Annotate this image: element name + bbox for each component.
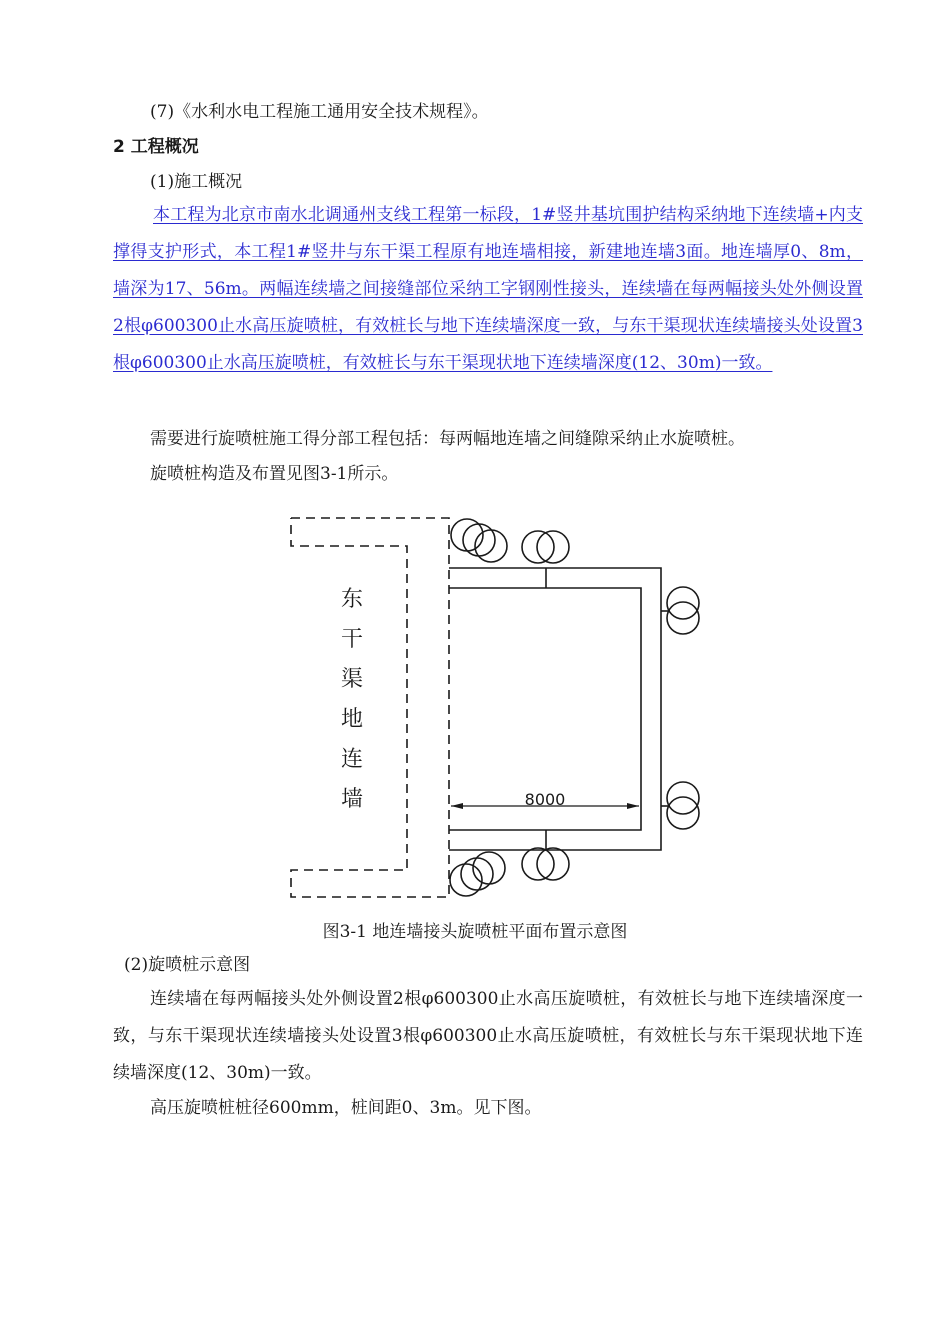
paragraph-figure-ref: 旋喷桩构造及布置见图3-1所示。	[150, 464, 399, 484]
wall-label-char-5: 连	[340, 747, 364, 772]
wall-label-char-6: 墙	[340, 787, 364, 812]
section-heading: 2 工程概况	[113, 137, 199, 157]
wall-label-char-4: 地	[340, 707, 364, 732]
wall-label-char-3: 渠	[340, 667, 364, 692]
wall-label-char-2: 干	[340, 627, 364, 652]
overview-link-text[interactable]: 本工程为北京市南水北调通州支线工程第一标段，1#竖井基坑围护结构采纳地下连续墙+内支撑得支护形式，本工程1#竖井与东干渠工程原有地连墙相接，新建地连墙3面。地连墙厚0、8m，墙深为17、56m。两幅连续墙之间接缝部位采纳工字钢刚性接头，连续墙在每两幅接头处外侧设置2根φ600300止水高压旋喷桩，有效桩长与地下连续墙深度一致，与东干渠现状连续墙接头处设置3根φ600300止水高压旋喷桩，有效桩长与东干渠现状地下连续墙深度(12、30m)一致。	[113, 205, 863, 373]
paragraph-pile-spec: 高压旋喷桩桩径600mm，桩间距0、3m。见下图。	[150, 1098, 542, 1118]
dimension-label: 8000	[524, 790, 566, 809]
subsection-heading-2: (2)旋喷桩示意图	[124, 955, 251, 975]
jet-grout-description-paragraph: 连续墙在每两幅接头处外侧设置2根φ600300止水高压旋喷桩，有效桩长与地下连续墙深度一致，与东干渠现状连续墙接头处设置3根φ600300止水高压旋喷桩，有效桩长与东干渠现状地下连续墙深度(12、30m)一致。	[113, 989, 863, 1083]
wall-label-char-1: 东	[340, 587, 364, 612]
paragraph-sub-works: 需要进行旋喷桩施工得分部工程包括：每两幅地连墙之间缝隙采纳止水旋喷桩。	[150, 429, 745, 449]
subsection-heading-1: (1)施工概况	[150, 172, 243, 192]
figure-caption: 图3-1 地连墙接头旋喷桩平面布置示意图	[322, 922, 628, 942]
reference-item-7: (7)《水利水电工程施工通用安全技术规程》。	[150, 102, 489, 122]
